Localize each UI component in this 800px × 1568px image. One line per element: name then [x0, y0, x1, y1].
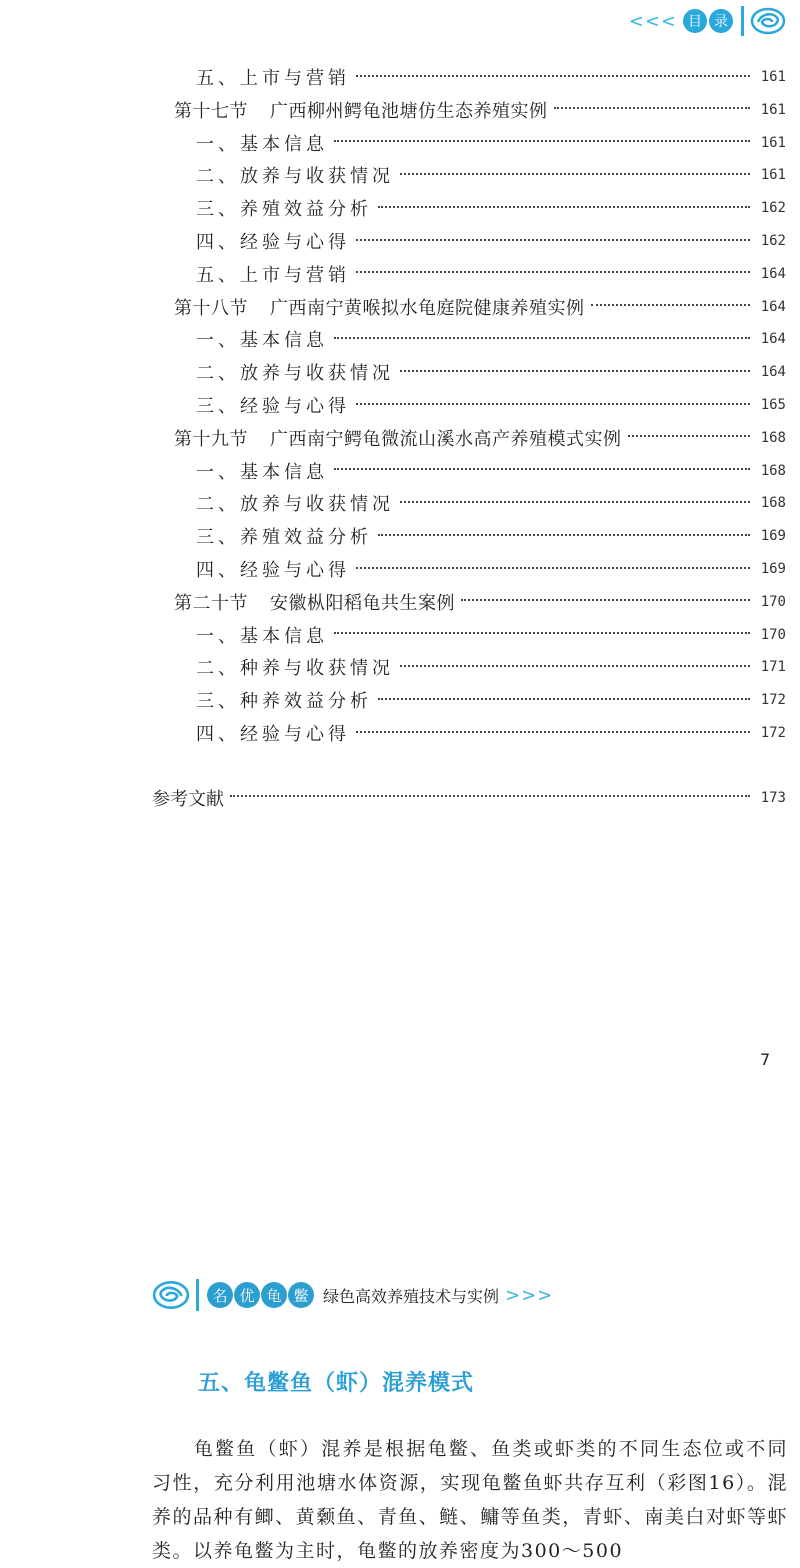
header-char-1: 目 [683, 9, 707, 33]
toc-entry-row[interactable] [196, 160, 786, 190]
toc-label: 第十九节 [174, 428, 248, 450]
dot-leader [334, 336, 750, 339]
toc-page-number: 161 [760, 101, 786, 118]
dot-leader [400, 172, 750, 175]
toc-entry-row[interactable] [196, 620, 786, 650]
toc-entry-row[interactable] [196, 488, 786, 518]
toc-page-number: 168 [760, 495, 786, 512]
toc-entry-row[interactable] [196, 259, 786, 289]
toc-label: 二、放养与收获情况 [196, 166, 394, 188]
toc-page-number: 170 [760, 626, 786, 643]
toc-label: 三、养殖效益分析 [196, 199, 372, 221]
turtle-logo-icon [152, 1279, 190, 1311]
book-char-2: 优 [234, 1282, 260, 1308]
toc-entry-row[interactable] [196, 128, 786, 158]
toc-label: 第十七节 [174, 100, 248, 122]
toc-section-row[interactable] [174, 95, 786, 125]
toc-page-number: 172 [760, 692, 786, 709]
dot-leader [400, 369, 750, 372]
toc-entry-row[interactable] [196, 718, 786, 748]
toc-label: 参考文献 [152, 788, 224, 810]
dot-leader [356, 270, 750, 273]
toc-label: 一、基本信息 [196, 330, 328, 352]
toc-label: 一、基本信息 [196, 133, 328, 155]
toc-entry-row[interactable] [196, 456, 786, 486]
toc-label: 四、经验与心得 [196, 560, 350, 581]
toc-entry-row[interactable] [196, 62, 786, 92]
toc-entry-row[interactable] [196, 193, 786, 223]
paragraph-text: 龟鳖鱼（虾）混养是根据龟鳖、鱼类或虾类的不同生态位或不同习性，充分利用池塘水体资源，实现龟鳖鱼虾共存互利（彩图16）。混养的品种有鲫、黄颡鱼、青鱼、鲢、鳙等鱼类，青虾、南美白对虾等虾类。以养龟鳖为主时，龟鳖的放养密度为300～500 [152, 1438, 788, 1562]
toc-section-title: 广西柳州鳄龟池塘仿生态养殖实例 [270, 100, 548, 122]
forward-arrows[interactable]: >>> [505, 1284, 554, 1306]
page-header-toc [629, 6, 786, 36]
toc-section-title: 安徽枞阳稻龟共生案例 [270, 592, 455, 614]
dot-leader [628, 434, 751, 437]
toc-label: 四、经验与心得 [196, 724, 350, 745]
toc-label: 三、养殖效益分析 [196, 527, 372, 549]
toc-page-number: 169 [760, 528, 786, 545]
toc-label: 三、种养效益分析 [196, 691, 372, 713]
dot-leader [356, 566, 750, 569]
dot-leader [461, 598, 750, 601]
toc-page-number: 161 [760, 69, 786, 85]
header-char-2: 录 [709, 9, 733, 33]
toc-entry-row[interactable] [196, 685, 786, 715]
toc-label: 二、放养与收获情况 [196, 363, 394, 385]
toc-page-number: 173 [760, 789, 786, 806]
toc-label: 二、放养与收获情况 [196, 494, 394, 516]
toc-label: 五、上市与营销 [196, 264, 350, 286]
toc-page-number: 164 [760, 331, 786, 348]
dot-leader [378, 205, 750, 208]
dot-leader [356, 74, 750, 77]
dot-leader [334, 467, 750, 470]
book-title [207, 1282, 315, 1308]
toc-page-number: 161 [760, 167, 786, 184]
dot-leader [356, 402, 750, 405]
header-divider [741, 6, 744, 36]
toc-label: 五、上市与营销 [196, 68, 350, 89]
toc-page-number: 161 [760, 134, 786, 151]
page-number: 7 [760, 1050, 771, 1069]
dot-leader [591, 303, 751, 306]
book-char-1: 名 [207, 1282, 233, 1308]
toc-page-number: 165 [760, 397, 786, 413]
body-paragraph [152, 1432, 788, 1568]
toc-section-row[interactable] [174, 292, 786, 322]
header-divider [196, 1279, 199, 1311]
toc-label: 一、基本信息 [196, 461, 328, 483]
turtle-logo-icon [750, 6, 786, 36]
page-header-book [152, 1278, 553, 1312]
dot-leader [334, 139, 750, 142]
toc-entry-row[interactable] [196, 652, 786, 682]
back-arrows[interactable]: <<< [628, 10, 677, 32]
toc-entry-row[interactable] [196, 357, 786, 387]
toc-section-row[interactable] [174, 423, 786, 453]
toc-page-number: 172 [760, 725, 786, 741]
dot-leader [356, 238, 750, 241]
toc-page-number: 168 [760, 462, 786, 479]
dot-leader [400, 500, 750, 503]
toc-page-number: 170 [760, 593, 786, 610]
toc-entry-row[interactable] [196, 390, 786, 420]
dot-leader [554, 106, 751, 109]
dot-leader [378, 533, 750, 536]
toc-label: 一、基本信息 [196, 625, 328, 647]
toc-section-title: 广西南宁黄喉拟水龟庭院健康养殖实例 [270, 297, 585, 319]
toc-entry-row[interactable] [196, 521, 786, 551]
book-char-4: 鳖 [288, 1282, 314, 1308]
dot-leader [230, 794, 750, 797]
dot-leader [378, 697, 750, 700]
toc-references-row[interactable] [152, 783, 786, 813]
toc-label: 二、种养与收获情况 [196, 658, 394, 680]
toc-page-number: 164 [760, 265, 786, 282]
toc-page-number: 164 [760, 364, 786, 381]
book-char-3: 龟 [261, 1282, 287, 1308]
toc-page-number: 169 [760, 561, 786, 577]
toc-label: 第十八节 [174, 297, 248, 319]
toc-label: 第二十节 [174, 592, 248, 614]
toc-label: 三、经验与心得 [196, 396, 350, 417]
toc-page-number: 168 [760, 429, 786, 446]
toc-label: 四、经验与心得 [196, 232, 350, 253]
book-subtitle: 绿色高效养殖技术与实例 [323, 1286, 500, 1306]
dot-leader [400, 664, 750, 667]
section-heading: 五、龟鳖鱼（虾）混养模式 [198, 1371, 475, 1396]
toc-entry-row[interactable] [196, 226, 786, 256]
toc-section-title: 广西南宁鳄龟微流山溪水高产养殖模式实例 [270, 428, 622, 450]
toc-section-row[interactable] [174, 587, 786, 617]
toc-page-number: 171 [760, 659, 786, 676]
toc-page-number: 162 [760, 200, 786, 217]
dot-leader [334, 631, 750, 634]
toc-page-number: 162 [760, 233, 786, 249]
toc-page-number: 164 [760, 298, 786, 315]
toc-entry-row[interactable] [196, 324, 786, 354]
dot-leader [356, 730, 750, 733]
toc-entry-row[interactable] [196, 554, 786, 584]
